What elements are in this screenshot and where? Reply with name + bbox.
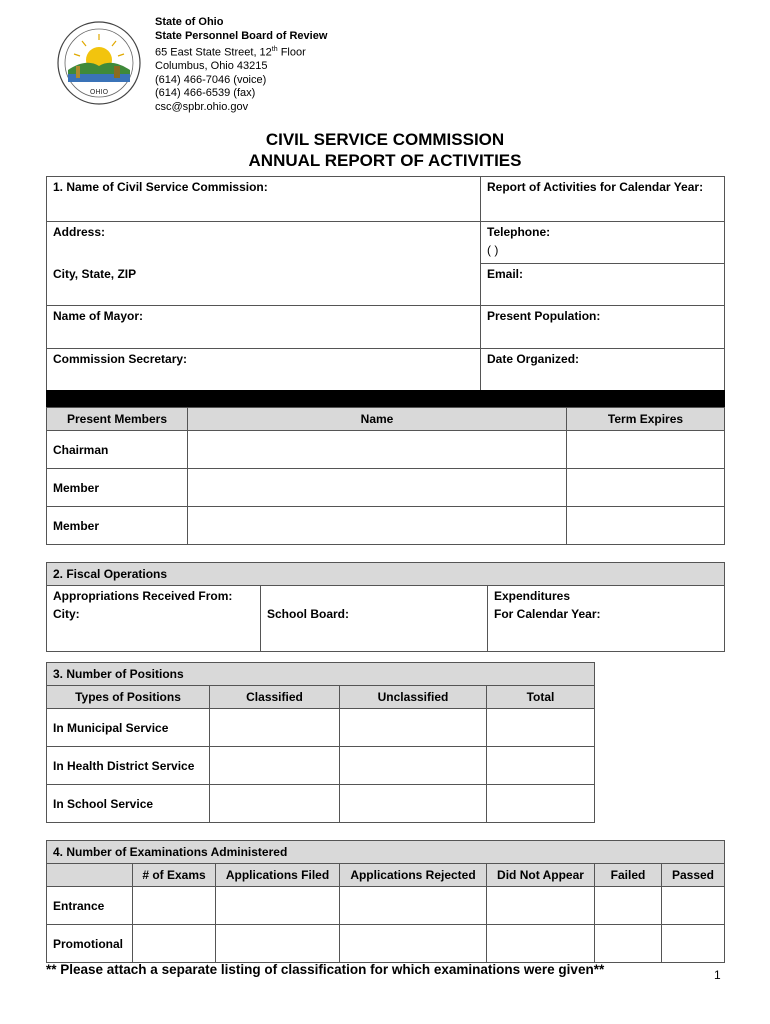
positions-header-total: Total	[487, 686, 595, 709]
calendar-year-field[interactable]: Report of Activities for Calendar Year:	[481, 177, 725, 222]
positions-section-title: 3. Number of Positions	[47, 663, 595, 686]
examinations-section-title: 4. Number of Examinations Administered	[47, 841, 725, 864]
svg-text:OHIO: OHIO	[89, 88, 109, 96]
agency-email: csc@spbr.ohio.gov	[155, 100, 249, 113]
attachment-note: ** Please attach a separate listing of classification for which examinations were given**	[46, 962, 605, 977]
page-number: 1	[714, 968, 721, 982]
member-name-cell[interactable]	[188, 469, 567, 507]
exams-header-rejected: Applications Rejected	[340, 864, 487, 887]
exam-type: Promotional	[47, 925, 133, 963]
form-title-line2: ANNUAL REPORT OF ACTIVITIES	[248, 151, 522, 170]
passed-cell[interactable]	[662, 925, 725, 963]
table-row	[47, 925, 725, 963]
street-address: 65 East State Street, 12th Floor	[155, 46, 306, 59]
member-term-cell[interactable]	[567, 469, 725, 507]
member-role: Member	[47, 469, 188, 507]
exams-header-filed: Applications Filed	[216, 864, 340, 887]
date-organized-field[interactable]: Date Organized:	[481, 349, 725, 391]
member-role: Chairman	[47, 431, 188, 469]
exam-count-cell[interactable]	[133, 925, 216, 963]
classified-cell[interactable]	[210, 747, 340, 785]
present-members-table	[46, 407, 725, 545]
position-type: In School Service	[47, 785, 210, 823]
members-header-name: Name	[188, 408, 567, 431]
form-title-line1: CIVIL SERVICE COMMISSION	[265, 130, 505, 149]
telephone-field[interactable]: Telephone: ( )	[481, 222, 725, 264]
unclassified-cell[interactable]	[340, 709, 487, 747]
table-row	[47, 887, 725, 925]
failed-cell[interactable]	[595, 925, 662, 963]
examinations-table	[46, 840, 725, 963]
members-header-role: Present Members	[47, 408, 188, 431]
member-term-cell[interactable]	[567, 431, 725, 469]
fiscal-section-title: 2. Fiscal Operations	[47, 563, 725, 586]
total-cell[interactable]	[487, 747, 595, 785]
address-field[interactable]: Address:	[47, 222, 481, 264]
positions-header-unclassified: Unclassified	[340, 686, 487, 709]
apps-rejected-cell[interactable]	[340, 887, 487, 925]
positions-table	[46, 662, 595, 823]
ohio-seal-logo	[56, 20, 142, 106]
table-row	[47, 709, 595, 747]
table-row	[47, 431, 725, 469]
total-cell[interactable]	[487, 709, 595, 747]
total-cell[interactable]	[487, 785, 595, 823]
member-term-cell[interactable]	[567, 507, 725, 545]
email-field[interactable]: Email:	[481, 264, 725, 306]
table-row	[47, 469, 725, 507]
expenditures-field[interactable]: Expenditures For Calendar Year:	[488, 586, 725, 652]
apps-filed-cell[interactable]	[216, 887, 340, 925]
exam-count-cell[interactable]	[133, 887, 216, 925]
city-state-zip-field[interactable]: City, State, ZIP	[47, 264, 481, 306]
exams-header-failed: Failed	[595, 864, 662, 887]
state-name: State of Ohio	[155, 16, 224, 28]
phone-fax: (614) 466-6539 (fax)	[155, 87, 256, 100]
passed-cell[interactable]	[662, 887, 725, 925]
failed-cell[interactable]	[595, 887, 662, 925]
positions-header-type: Types of Positions	[47, 686, 210, 709]
member-name-cell[interactable]	[188, 431, 567, 469]
member-role: Member	[47, 507, 188, 545]
section-divider-bar	[46, 390, 725, 407]
position-type: In Health District Service	[47, 747, 210, 785]
members-header-term: Term Expires	[567, 408, 725, 431]
member-name-cell[interactable]	[188, 507, 567, 545]
unclassified-cell[interactable]	[340, 785, 487, 823]
board-name: State Personnel Board of Review	[155, 29, 328, 42]
population-field[interactable]: Present Population:	[481, 306, 725, 349]
did-not-appear-cell[interactable]	[487, 887, 595, 925]
fiscal-operations-table	[46, 562, 725, 652]
agency-contact-block	[155, 16, 327, 114]
commission-secretary-field[interactable]: Commission Secretary:	[47, 349, 481, 391]
exams-header-passed: Passed	[662, 864, 725, 887]
apps-rejected-cell[interactable]	[340, 925, 487, 963]
commission-name-field[interactable]: 1. Name of Civil Service Commission:	[47, 177, 481, 222]
exams-header-count: # of Exams	[133, 864, 216, 887]
classified-cell[interactable]	[210, 709, 340, 747]
exam-type: Entrance	[47, 887, 133, 925]
unclassified-cell[interactable]	[340, 747, 487, 785]
table-row	[47, 747, 595, 785]
did-not-appear-cell[interactable]	[487, 925, 595, 963]
exams-header-did-not-appear: Did Not Appear	[487, 864, 595, 887]
city-address: Columbus, Ohio 43215	[155, 60, 268, 73]
phone-voice: (614) 466-7046 (voice)	[155, 73, 267, 86]
exams-header-blank	[47, 864, 133, 887]
positions-header-classified: Classified	[210, 686, 340, 709]
table-row	[47, 507, 725, 545]
position-type: In Municipal Service	[47, 709, 210, 747]
city-appropriations-field[interactable]: Appropriations Received From: City:	[47, 586, 261, 652]
table-row	[47, 785, 595, 823]
mayor-name-field[interactable]: Name of Mayor:	[47, 306, 481, 349]
school-board-field[interactable]: School Board:	[261, 586, 488, 652]
commission-info-table	[46, 176, 725, 391]
classified-cell[interactable]	[210, 785, 340, 823]
apps-filed-cell[interactable]	[216, 925, 340, 963]
